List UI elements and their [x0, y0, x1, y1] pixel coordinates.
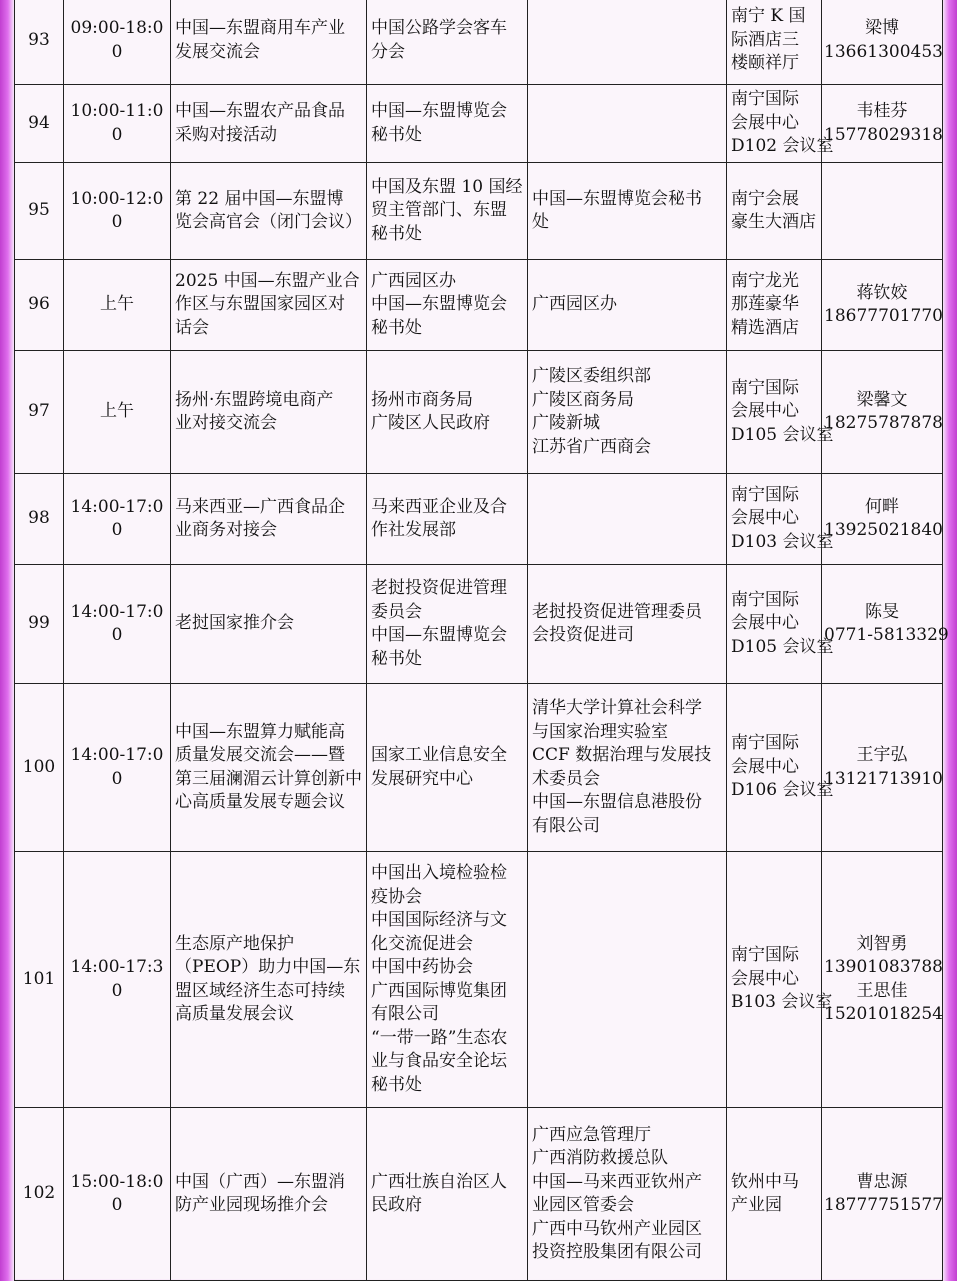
contact-phone: 13121713910 — [824, 768, 943, 789]
co-organizer: 广陵区委组织部 — [532, 366, 651, 386]
venue — [727, 85, 834, 163]
event-name-text: 第 22 届中国—东盟博 览会高官会（闭门会议） — [175, 188, 362, 232]
contact-person: 梁博 — [865, 18, 899, 38]
organizer: 中国中药协会 — [371, 957, 473, 977]
venue — [727, 0, 822, 85]
venue — [727, 684, 834, 852]
venue — [727, 1108, 822, 1281]
co-organizer: 中国—马来西亚钦州产 业园区管委会 — [532, 1171, 702, 1215]
co-organizer: 江苏省广西商会 — [532, 436, 651, 457]
co-organizer: 清华大学计算社会科学 与国家治理实验室 — [532, 698, 702, 742]
row-number: 100 — [15, 684, 64, 852]
contact-cell — [822, 163, 943, 260]
event-name — [171, 0, 367, 85]
venue-text: 南宁龙光 那莲豪华 精选酒店 — [731, 270, 799, 338]
co-organizer: 广西应急管理厅 — [532, 1124, 651, 1145]
event-name-text: 生态原产地保护 （PEOP）助力中国—东 盟区域经济生态可持续 高质量发展会议 — [175, 933, 361, 1024]
venue-text: 南宁国际 会展中心 D106 会议室 — [731, 733, 834, 801]
event-time: 09:00-18:00 — [64, 0, 171, 85]
document-sheet — [14, 0, 949, 1279]
event-name — [171, 85, 367, 163]
organizer: 马来西亚企业及合 作社发展部 — [371, 496, 507, 540]
organizer-cell — [367, 351, 528, 474]
organizer: “一带一路”生态农 业与食品安全论坛 秘书处 — [371, 1027, 508, 1095]
event-time: 上午 — [64, 351, 171, 474]
venue-text: 南宁 K 国 际酒店三 楼颐祥厅 — [731, 6, 806, 74]
organizer: 中国—东盟博览会 秘书处 — [371, 625, 507, 669]
contact-cell — [822, 260, 943, 351]
table-row — [15, 351, 943, 474]
co-organizer-cell — [528, 351, 727, 474]
organizer: 中国—东盟博览会 秘书处 — [371, 101, 507, 145]
event-name-text: 老挝国家推介会 — [175, 613, 294, 634]
contact-cell — [822, 684, 943, 852]
co-organizer-cell — [528, 260, 727, 351]
row-number: 95 — [15, 163, 64, 260]
venue — [727, 565, 834, 684]
organizer: 广西园区办 — [371, 270, 456, 291]
contact-cell — [822, 85, 943, 163]
table-row — [15, 163, 943, 260]
event-time: 14:00-17:00 — [64, 474, 171, 565]
organizer: 扬州市商务局 — [371, 389, 473, 410]
venue-text: 南宁会展 豪生大酒店 — [731, 188, 816, 232]
organizer-cell — [367, 474, 528, 565]
event-name-text: 马来西亚—广西食品企 业商务对接会 — [175, 496, 345, 540]
contact-person: 韦桂芬 — [856, 101, 908, 121]
co-organizer: 中国—东盟信息港股份 有限公司 — [532, 792, 702, 836]
contact-person: 何畔 — [865, 496, 899, 517]
contact-person: 陈旻 — [865, 601, 899, 622]
contact-cell — [822, 474, 943, 565]
event-time: 10:00-11:00 — [64, 85, 171, 163]
co-organizer: 广西园区办 — [532, 294, 617, 315]
co-organizer-cell — [528, 684, 727, 852]
organizer: 国家工业信息安全 发展研究中心 — [371, 745, 507, 789]
row-number: 99 — [15, 565, 64, 684]
row-number: 96 — [15, 260, 64, 351]
organizer: 中国及东盟 10 国经 贸主管部门、东盟 秘书处 — [371, 176, 523, 244]
co-organizer: 广西中马钦州产业园区 投资控股集团有限公司 — [532, 1218, 702, 1262]
row-number: 94 — [15, 85, 64, 163]
contact-cell — [822, 0, 943, 85]
table-row — [15, 852, 943, 1108]
row-number: 98 — [15, 474, 64, 565]
events-table-body — [15, 0, 949, 1281]
organizer: 中国出入境检验检 疫协会 — [371, 863, 507, 907]
event-name — [171, 684, 367, 852]
contact-phone: 15778029318 — [824, 124, 943, 145]
contact-person: 曹忠源 — [856, 1171, 908, 1192]
event-time: 14:00-17:00 — [64, 565, 171, 684]
contact-person: 王思佳 — [856, 980, 908, 1001]
venue — [727, 852, 833, 1108]
event-name-text: 中国—东盟商用车产业 发展交流会 — [175, 18, 345, 62]
co-organizer: CCF 数据治理与发展技 术委员会 — [532, 745, 712, 789]
event-time: 14:00-17:30 — [64, 852, 171, 1108]
venue — [727, 474, 834, 565]
venue-text: 南宁国际 会展中心 B103 会议室 — [731, 945, 833, 1013]
event-time: 15:00-18:00 — [64, 1108, 171, 1281]
events-table — [14, 0, 949, 1281]
contact-phone: 15201018254 — [824, 1004, 943, 1024]
contact-person: 梁馨文 — [856, 389, 908, 410]
row-number: 102 — [15, 1108, 64, 1281]
table-row — [15, 474, 943, 565]
event-name — [171, 852, 367, 1108]
contact-person: 王宇弘 — [856, 745, 908, 765]
table-row — [15, 85, 943, 163]
co-organizer-cell — [528, 1108, 727, 1281]
event-name — [171, 351, 367, 474]
event-name — [171, 565, 367, 684]
event-name-text: 中国（广西）—东盟消 防产业园现场推介会 — [175, 1171, 345, 1215]
organizer-cell — [367, 0, 528, 85]
organizer: 中国公路学会客车 分会 — [371, 18, 507, 62]
organizer-cell — [367, 260, 528, 351]
row-number: 93 — [15, 0, 64, 85]
table-row — [15, 684, 943, 852]
venue-text: 南宁国际 会展中心 D105 会议室 — [731, 589, 834, 657]
contact-person: 刘智勇 — [856, 933, 908, 954]
co-organizer: 广陵新城 — [532, 413, 600, 433]
contact-phone: 13901083788 — [824, 957, 943, 977]
organizer-cell — [367, 163, 528, 260]
table-row — [15, 260, 943, 351]
contact-phone: 0771-5813329 — [824, 625, 949, 645]
contact-cell — [822, 351, 943, 474]
co-organizer: 中国—东盟博览会秘书 处 — [532, 188, 702, 232]
co-organizer-cell — [528, 85, 727, 163]
contact-person: 蒋钦姣 — [856, 282, 908, 303]
venue — [727, 260, 822, 351]
venue-text: 南宁国际 会展中心 D102 会议室 — [731, 89, 834, 157]
contact-cell — [822, 852, 943, 1108]
co-organizer-cell — [528, 163, 727, 260]
organizer: 广陵区人民政府 — [371, 413, 490, 433]
event-name — [171, 163, 367, 260]
event-name-text: 扬州·东盟跨境电商产 业对接交流会 — [175, 389, 334, 433]
organizer: 广西国际博览集团 有限公司 — [371, 980, 507, 1024]
event-time: 14:00-17:00 — [64, 684, 171, 852]
contact-phone: 13925021840 — [824, 520, 943, 540]
contact-phone: 18777751577 — [824, 1195, 943, 1215]
co-organizer: 广西消防救援总队 — [532, 1148, 668, 1168]
event-name-text: 中国—东盟农产品食品 采购对接活动 — [175, 101, 345, 145]
event-name-text: 2025 中国—东盟产业合 作区与东盟国家园区对 话会 — [175, 270, 360, 338]
venue — [727, 351, 834, 474]
co-organizer-cell — [528, 852, 727, 1108]
table-row — [15, 0, 943, 85]
event-name — [171, 474, 367, 565]
organizer-cell — [367, 85, 528, 163]
contact-phone: 18677701770 — [824, 306, 943, 326]
co-organizer: 老挝投资促进管理委员 会投资促进司 — [532, 601, 702, 645]
table-row — [15, 565, 943, 684]
organizer-cell — [367, 684, 528, 852]
co-organizer: 广陵区商务局 — [532, 389, 634, 410]
row-number: 101 — [15, 852, 64, 1108]
event-time: 上午 — [64, 260, 171, 351]
venue-text: 南宁国际 会展中心 D105 会议室 — [731, 377, 834, 445]
co-organizer-cell — [528, 474, 727, 565]
contact-phone: 13661300453 — [824, 41, 943, 62]
organizer-cell — [367, 852, 528, 1108]
contact-cell — [822, 1108, 943, 1281]
organizer-cell — [367, 565, 528, 684]
organizer: 中国国际经济与文 化交流促进会 — [371, 910, 507, 954]
venue-text: 南宁国际 会展中心 D103 会议室 — [731, 484, 834, 552]
organizer-cell — [367, 1108, 528, 1281]
organizer: 老挝投资促进管理 委员会 — [371, 578, 507, 622]
table-row — [15, 1108, 943, 1281]
event-time: 10:00-12:00 — [64, 163, 171, 260]
co-organizer-cell — [528, 565, 727, 684]
row-number: 97 — [15, 351, 64, 474]
co-organizer-cell — [528, 0, 727, 85]
venue — [727, 163, 822, 260]
event-name-text: 中国—东盟算力赋能高 质量发展交流会——暨 第三届澜湄云计算创新中 心高质量发展专题会议 — [175, 721, 362, 812]
contact-phone: 18275787878 — [824, 413, 943, 433]
organizer: 广西壮族自治区人 民政府 — [371, 1171, 507, 1215]
organizer: 中国—东盟博览会 秘书处 — [371, 294, 507, 338]
event-name — [171, 260, 367, 351]
contact-cell — [822, 565, 949, 684]
venue-text: 钦州中马 产业园 — [731, 1171, 799, 1215]
event-name — [171, 1108, 367, 1281]
